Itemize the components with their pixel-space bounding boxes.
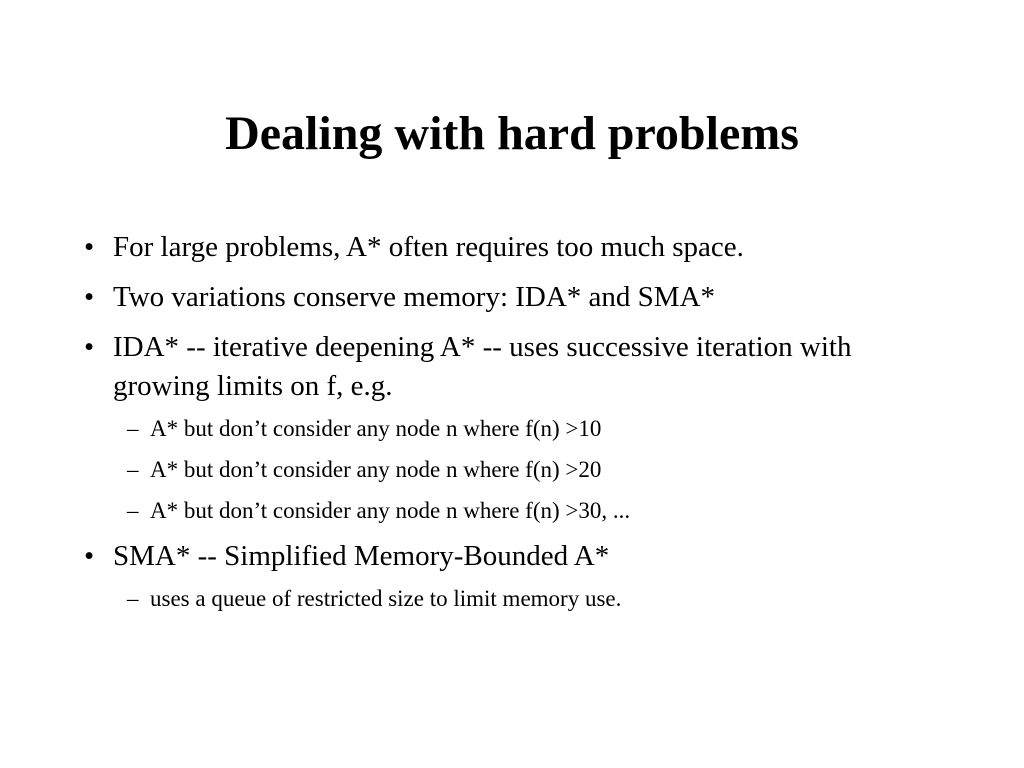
bullet-item <box>84 328 944 526</box>
bullet-marker: • <box>84 231 95 263</box>
sub-bullet-item <box>113 455 944 485</box>
sub-bullet-text: A* but don’t consider any node n where f(n) >20 <box>150 457 602 482</box>
bullet-marker: • <box>84 540 95 572</box>
bullet-marker: • <box>84 281 95 313</box>
sub-bullet-list <box>113 584 944 614</box>
sub-bullet-item <box>113 584 944 614</box>
bullet-text: SMA* -- Simplified Memory-Bounded A* <box>113 540 610 572</box>
bullet-item <box>84 278 944 317</box>
sub-bullet-marker: – <box>127 586 139 611</box>
sub-bullet-text: uses a queue of restricted size to limit memory use. <box>150 586 622 611</box>
slide-title: Dealing with hard problems <box>225 107 799 160</box>
bullet-item <box>84 228 944 267</box>
sub-bullet-item <box>113 496 944 526</box>
bullet-text: For large problems, A* often requires too much space. <box>113 231 744 263</box>
bullet-list <box>84 228 944 625</box>
sub-bullet-list <box>113 414 944 526</box>
bullet-text: Two variations conserve memory: IDA* and SMA* <box>113 281 716 313</box>
sub-bullet-text: A* but don’t consider any node n where f(n) >10 <box>150 416 602 441</box>
sub-bullet-marker: – <box>127 416 139 441</box>
sub-bullet-marker: – <box>127 498 139 523</box>
sub-bullet-item <box>113 414 944 444</box>
bullet-text: IDA* -- iterative deepening A* -- uses successive iteration with growing limits on f, e.g. <box>113 331 852 402</box>
sub-bullet-marker: – <box>127 457 139 482</box>
bullet-item <box>84 537 944 614</box>
sub-bullet-text: A* but don’t consider any node n where f(n) >30, ... <box>150 498 631 523</box>
bullet-marker: • <box>84 331 95 363</box>
